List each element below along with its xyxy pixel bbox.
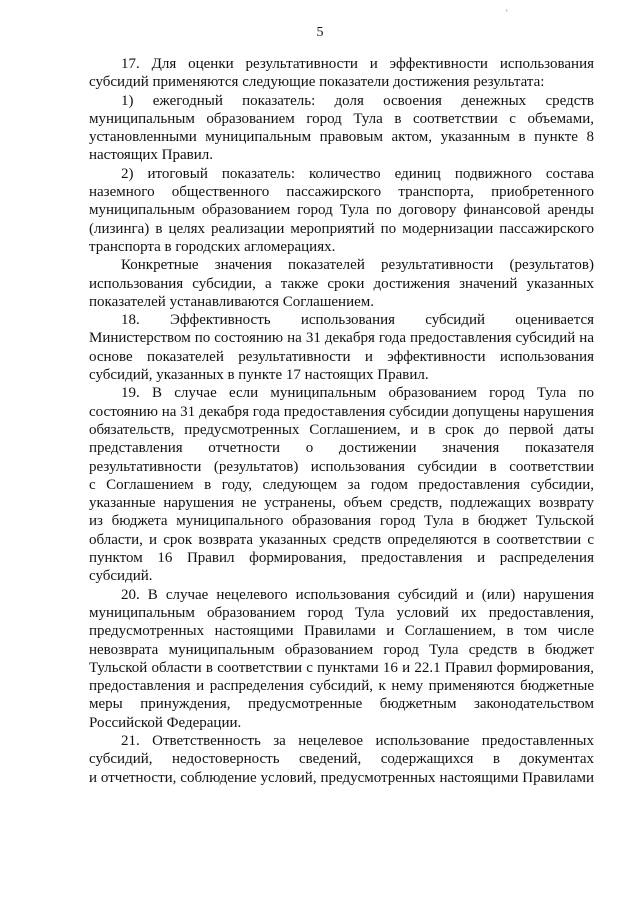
- text-line: субсидий.: [89, 568, 153, 585]
- text-line: 2) итоговый показатель: количество единиц подвижного состава: [121, 165, 594, 182]
- paragraph-19: [89, 384, 594, 585]
- text-line: 20. В случае нецелевого использования субсидий и (или) нарушения: [121, 586, 594, 603]
- text-line: субсидий, недостоверность сведений, содержащихся в документах: [89, 751, 594, 768]
- text-line: Конкретные значения показателей результативности (результатов): [121, 257, 594, 274]
- text-line: указанные нарушения не устранены, объем средств, подлежащих возврату: [89, 495, 594, 512]
- paragraph-18: [89, 311, 594, 384]
- text-line: результативности (результатов) использования субсидии в соответствии: [89, 458, 594, 475]
- paragraph-20: [89, 586, 594, 732]
- text-line: с Соглашением в году, следующем за годом предоставления субсидии,: [89, 476, 594, 493]
- paragraph-17-item-1: [89, 92, 594, 165]
- text-line: представления отчетности о достижении значения показателя: [89, 440, 594, 457]
- text-line: области, и срок возврата указанных средств определяются в соответствии с: [89, 531, 594, 548]
- paragraph-17: [89, 55, 594, 92]
- text-line: муниципальным образованием город Тула в соответствии с объемами,: [89, 110, 594, 127]
- text-line: меры принуждения, предусмотренные бюджетным законодательством: [89, 696, 594, 713]
- text-line: субсидий, указанных в пункте 17 настоящих Правил.: [89, 367, 429, 384]
- page-number: 5: [316, 25, 324, 40]
- text-line: установленными муниципальным правовым актом, указанным в пункте 8: [89, 129, 594, 146]
- text-line: муниципальным образованием город Тула по договору финансовой аренды: [89, 202, 594, 219]
- text-line: Тульской области в соответствии с пунктами 16 и 22.1 Правил формирования,: [89, 659, 594, 676]
- scan-mark: ': [506, 8, 508, 18]
- document-body: [89, 55, 594, 787]
- text-line: предоставления и распределения субсидий, к нему применяются бюджетные: [89, 678, 594, 695]
- text-line: состоянию на 31 декабря года предоставления субсидии допущены нарушения: [89, 403, 594, 420]
- text-line: настоящих Правил.: [89, 147, 213, 164]
- text-line: и отчетности, соблюдение условий, предусмотренных настоящими Правилами: [89, 769, 594, 786]
- text-line: (лизинга) в целях реализации мероприятий по модернизации пассажирского: [89, 220, 594, 237]
- text-line: использования субсидии, а также сроки достижения значений указанных: [89, 275, 594, 292]
- text-line: транспорта в городских агломерациях.: [89, 238, 336, 255]
- text-line: наземного общественного пассажирского транспорта, приобретенного: [89, 184, 594, 201]
- text-line: пунктом 16 Правил формирования, предоставления и распределения: [89, 550, 594, 567]
- text-line: Министерством по состоянию на 31 декабря года предоставления субсидий на: [89, 330, 594, 347]
- paragraph-indicator-values: [89, 256, 594, 311]
- text-line: невозврата муниципальным образованием город Тула средств в бюджет: [89, 641, 594, 658]
- text-line: 1) ежегодный показатель: доля освоения денежных средств: [121, 92, 594, 109]
- text-line: 17. Для оценки результативности и эффективности использования: [121, 56, 594, 72]
- text-line: показателей устанавливаются Соглашением.: [89, 293, 375, 310]
- text-line: 19. В случае если муниципальным образованием город Тула по: [121, 385, 594, 402]
- text-line: Российской Федерации.: [89, 714, 242, 731]
- text-line: предусмотренных настоящими Правилами и Соглашением, в том числе: [89, 623, 594, 640]
- text-line: из бюджета муниципального образования город Тула в бюджет Тульской: [89, 513, 594, 530]
- text-line: 18. Эффективность использования субсидий оценивается: [121, 312, 594, 329]
- text-line: обязательств, предусмотренных Соглашением, и в срок до первой даты: [89, 421, 594, 438]
- paragraph-21: [89, 732, 594, 787]
- text-line: 21. Ответственность за нецелевое использование предоставленных: [121, 732, 594, 749]
- text-line: муниципальным образованием город Тула условий их предоставления,: [89, 604, 594, 621]
- paragraph-17-item-2: [89, 165, 594, 256]
- text-line: субсидий применяются следующие показатели достижения результата:: [89, 74, 545, 91]
- text-line: основе показателей результативности и эффективности использования: [89, 348, 594, 365]
